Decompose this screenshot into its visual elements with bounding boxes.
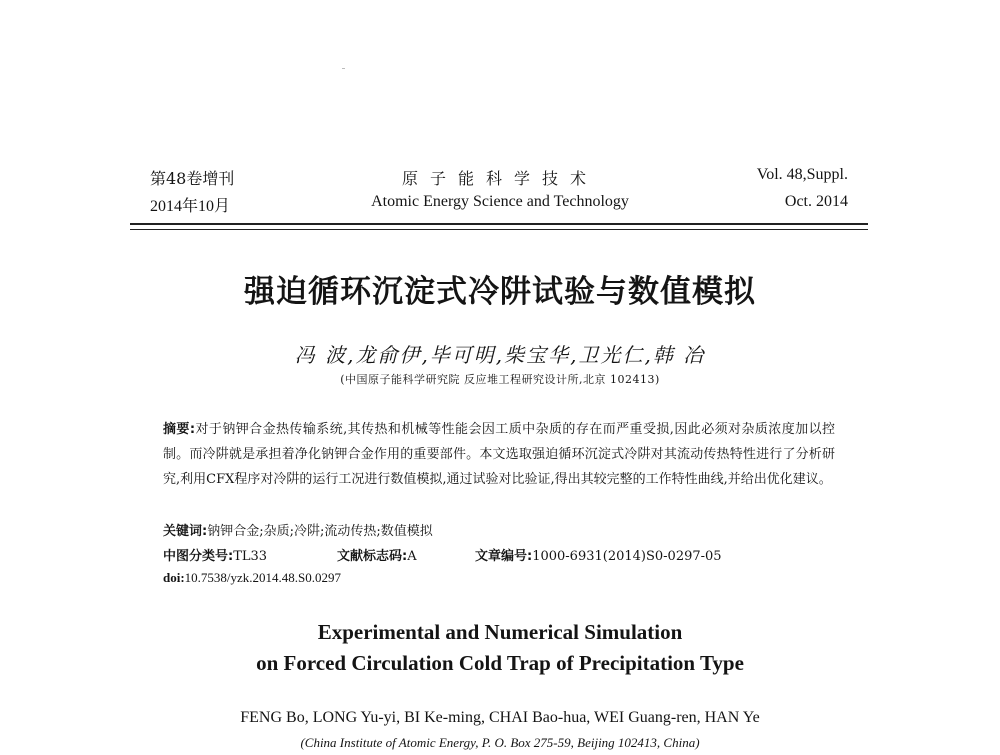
- clc-label: 中图分类号:: [163, 549, 234, 564]
- paper-title-en-line1: Experimental and Numerical Simulation: [317, 620, 683, 644]
- paper-title-cn: 强迫循环沉淀式冷阱试验与数值模拟: [244, 274, 756, 310]
- authors-cn: 冯 波,龙俞伊,毕可明,柴宝华,卫光仁,韩 冶: [294, 343, 706, 367]
- header-rule-thick: [130, 223, 868, 225]
- doc-code-label: 文献标志码:: [337, 549, 408, 564]
- volume-cn: 第48卷增刊: [150, 169, 235, 188]
- clc-value: TL33: [233, 549, 268, 564]
- journal-title-cn: 原子能科学技术: [401, 169, 598, 188]
- doi-label: doi:: [163, 570, 185, 585]
- abstract-label: 摘要:: [163, 422, 196, 437]
- affiliation-cn: (中国原子能科学研究院 反应堆工程研究设计所,北京 102413): [340, 373, 660, 386]
- keywords-cn: [163, 520, 433, 539]
- doc-code-value: A: [407, 549, 417, 564]
- date-en: Oct. 2014: [784, 193, 848, 210]
- article-no-value: 1000-6931(2014)S0-0297-05: [532, 549, 722, 564]
- keywords-text: 钠钾合金;杂质;冷阱;流动传热;数值模拟: [207, 524, 433, 539]
- abstract-text: 对于钠钾合金热传输系统,其传热和机械等性能会因工质中杂质的存在而严重受损,因此必须对杂质浓度加以控制。而冷阱就是承担着净化钠钾合金作用的重要部件。本文选取强迫循环沉淀式冷阱对其流动传热特性进行了分析研究,利用CFX程序对冷阱的运行工况进行数值模拟,通过试验对比验证,得出其较完整的工作特性曲线,并给出优化建议。: [163, 422, 835, 487]
- date-cn: 2014年10月: [150, 198, 231, 215]
- article-no-label: 文章编号:: [475, 549, 533, 564]
- volume-en: Vol. 48,Suppl.: [756, 166, 848, 183]
- classification-line: [163, 545, 722, 564]
- abstract-cn: [163, 417, 835, 492]
- paper-title-en-line2: on Forced Circulation Cold Trap of Precipitation Type: [256, 651, 744, 675]
- doi-line: [163, 570, 341, 586]
- header-rule-thin: [130, 229, 868, 230]
- speck: [342, 68, 345, 69]
- journal-title-en: Atomic Energy Science and Technology: [371, 193, 629, 210]
- affiliation-en: (China Institute of Atomic Energy, P. O. Box 275-59, Beijing 102413, China): [300, 735, 700, 750]
- authors-en: FENG Bo, LONG Yu-yi, BI Ke-ming, CHAI Bao-hua, WEI Guang-ren, HAN Ye: [240, 709, 760, 726]
- doi-value: 10.7538/yzk.2014.48.S0.0297: [184, 570, 342, 585]
- keywords-label: 关键词:: [163, 524, 208, 539]
